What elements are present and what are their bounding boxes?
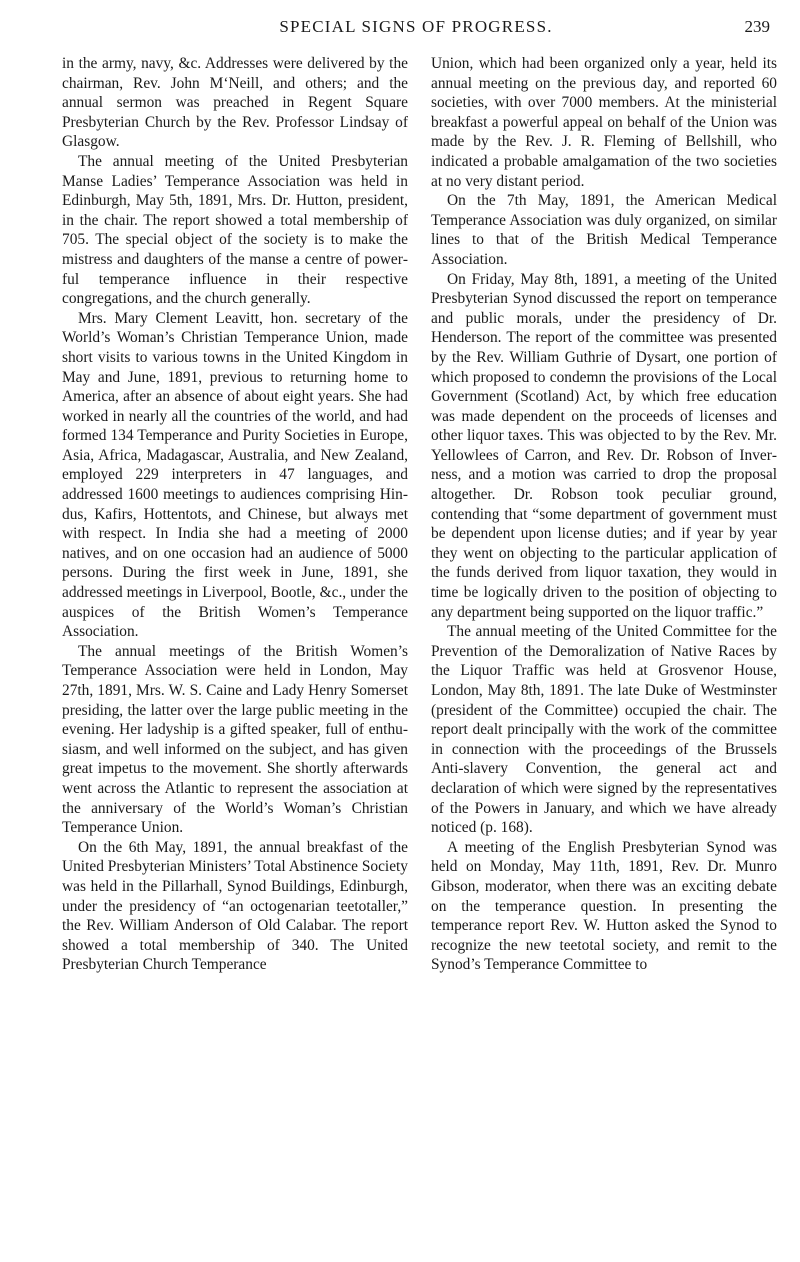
paragraph-addresses-continued: in the army, navy, &c. Addresses were delivered by the chairman, Rev. John M‘Neill, and others; and the annual sermon was preached in Regent Square Presbyterian Church by the Rev. Professor Lindsay of Glasgow. bbox=[62, 55, 408, 151]
paragraph-union-continued: Union, which had been organized only a year, held its annual meeting on the previous day, and reported 60 societies, with over 7000 members. At the ministerial breakfast a powerful appeal on behalf of the Union was made by the Rev. J. R. Fleming of Bellshill, who indicated a probable amalgamation of the two societies at no very distant period. bbox=[431, 55, 777, 190]
running-title: SPECIAL SIGNS OF PROGRESS. bbox=[279, 17, 553, 36]
paragraph-british-women: The annual meetings of the British Women’s Temperance Association were held in London, May 27th, 1891, Mrs. W. S. Caine and Lady Henry Somerset presiding, the latter over the large public meeting in the evening. Her ladyship is a gifted speaker, full of enthusiasm, and well informed on the subject, and has given great impetus to the movement. She shortly afterwards went across the Atlantic to represent the association at the anniversary of the World’s Woman’s Christian Temperance Union. bbox=[62, 642, 408, 837]
paragraph-mrs-leavitt: Mrs. Mary Clement Leavitt, hon. secretary of the World’s Woman’s Christian Temperance Union, made short visits to various towns in the United Kingdom in May and June, 1891, previous to returning home to America, after an absence of about eight years. She had worked in nearly all the countries of the world, and had formed 134 Temperance and Purity Societies in Europe, Asia, Africa, Madagascar, Australia, and New Zealand, employed 229 interpreters in 47 languages, and addressed 1600 meetings to audiences comprising Hindus, Kafirs, Hottentots, and Chinese, but always met with respect. In India she had a meeting of 2000 natives, and on one occasion had an audience of 5000 persons. During the first week in June, 1891, she addressed meetings in Liverpool, Bootle, &c., under the auspices of the British Women’s Temperance Association. bbox=[62, 309, 408, 641]
running-head bbox=[62, 12, 770, 42]
text-columns bbox=[62, 54, 777, 975]
page-number: 239 bbox=[744, 17, 770, 36]
paragraph-native-races: The annual meeting of the United Committee for the Prevention of the Demoralization of Native Races by the Liquor Traffic was held at Grosvenor House, London, May 8th, 1891. The late Duke of Westminster (president of the Committee) occupied the chair. The report dealt principally with the work of the committee in connection with the proceedings of the Brussels Anti-slavery Convention, the general act and declaration of which were signed by the representatives of the Powers in January, and which we have already noticed (p. 168). bbox=[431, 623, 777, 837]
paragraph-manse-ladies: The annual meeting of the United Presbyterian Manse Ladies’ Temperance Association was held in Edinburgh, May 5th, 1891, Mrs. Dr. Hutton, president, in the chair. The report showed a total membership of 705. The special object of the society is to make the mistress and daughters of the manse a centre of powerful temperance influence in their respective congregations, and the church generally. bbox=[62, 152, 408, 308]
paragraph-ministers-breakfast: On the 6th May, 1891, the annual breakfast of the United Presbyterian Ministers’ Total Abstinence Society was held in the Pillarhall, Synod Buildings, Edinburgh, under the presidency of “an octogenarian teetotaller,” the Rev. William Anderson of Old Calabar. The report showed a total membership of 340. The United Presbyterian Church Temperance bbox=[62, 838, 408, 974]
paragraph-synod-report: On Friday, May 8th, 1891, a meeting of the United Presbyterian Synod discussed the report on temperance and public morals, under the presidency of Dr. Henderson. The report of the committee was presented by the Rev. William Guthrie of Dysart, one portion of which proposed to condemn the provisions of the Local Government (Scotland) Act, by which free education was made dependent on the proceeds of licenses and other liquor taxes. This was objected to by the Rev. Mr. Yellowlees of Carron, and Rev. Dr. Robson of Inverness, and a motion was carried to drop the proposal altogether. Dr. Robson took peculiar ground, contending that “some department of government must be dependent upon license duties; and if year by year they went on objecting to the particular application of the funds derived from liquor taxation, they would in time be logically driven to the position of objecting to any department being supported on the liquor traffic.” bbox=[431, 270, 777, 621]
paragraph-english-synod: A meeting of the English Presbyterian Synod was held on Monday, May 11th, 1891, Rev. Dr. Munro Gibson, moderator, when there was an exciting debate on the temperance question. In presenting the temperance report Rev. W. Hutton asked the Synod to recognize the new teetotal society, and remit to the Synod’s Temperance Committee to bbox=[431, 838, 777, 974]
left-column bbox=[62, 54, 408, 975]
paragraph-american-medical: On the 7th May, 1891, the American Medical Temperance Association was duly organized, on similar lines to that of the British Medical Temperance Association. bbox=[431, 192, 777, 268]
right-column bbox=[431, 54, 777, 975]
